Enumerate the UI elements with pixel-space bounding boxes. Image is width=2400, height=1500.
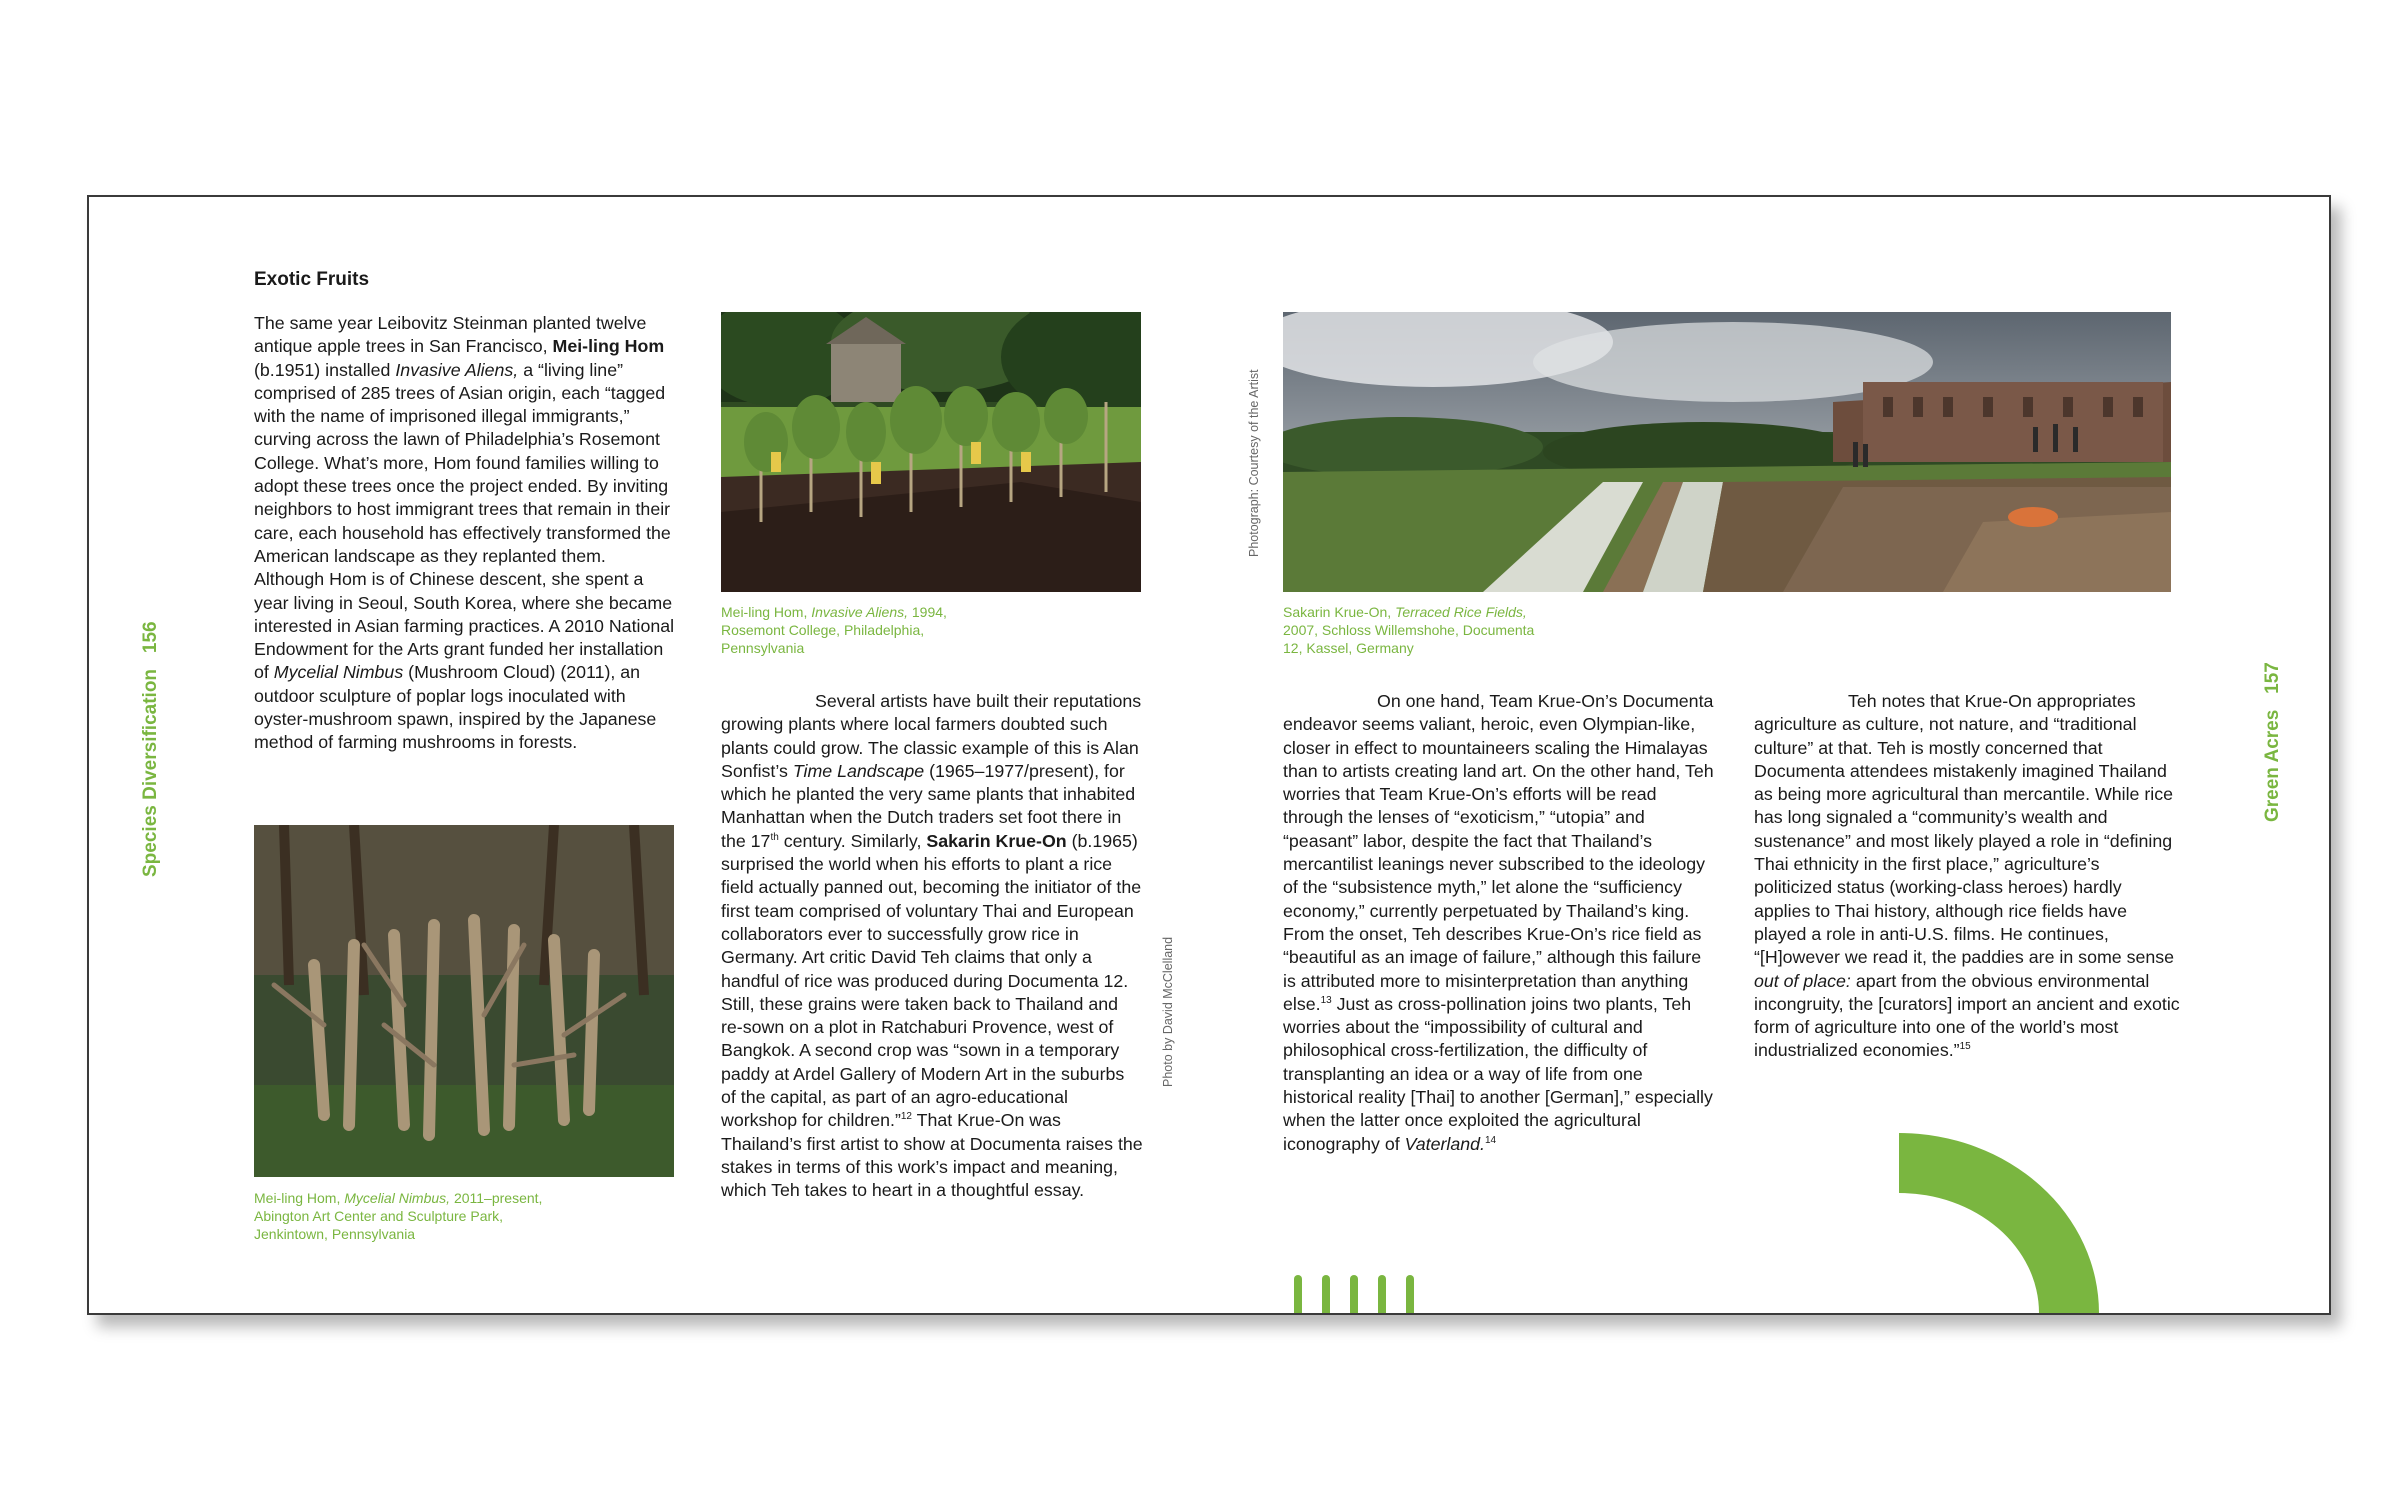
caption-terraced-text: Sakarin Krue-On, Terraced Rice Fields, 2007, Schloss Willemshohe, Documenta 12, Kassel, Germany: [1283, 604, 1535, 656]
section-heading: Exotic Fruits: [254, 269, 370, 290]
col2-paragraph: Several artists have built their reputations growing plants where local farmers doubted such plants could grow. The classic example of this is Alan Sonfist’s Time Landscape (1965–1977/present), for which he planted the very same plants that inhabited Manhattan when the Dutch traders set foot there in the 17th century. Similarly, Sakarin Krue-On (b.1965) surprised the world when his efforts to plant a rice field actually panned out, becoming the initiator of the first team comprised of voluntary Thai and European collaborators ever to successfully grow rice in Germany. Art critic David Teh claims that only a handful of rice was produced during Documenta 12. Still, these grains were taken back to Thailand and re-sown on a plot in Ratchaburi Provence, west of Bangkok. A second crop was “sown in a temporary paddy at Ardel Gallery of Modern Art in the suburbs of the capital, as part of an agro-educational workshop for children.”$^{12}$ That Krue-On was Thailand’s first artist to show at Documenta raises the stakes in terms of this work’s impact and meaning, which Teh takes to heart in a thoughtful essay.: [721, 691, 1143, 1201]
column-2-text: [721, 690, 1143, 1203]
col1-paragraph: The same year Leibovitz Steinman planted twelve antique apple trees in San Francisco, Mei-ling Hom (b.1951) installed Invasive Aliens, a “living line” comprised of 285 trees of Asian origin, each “tagged with the name of imprisoned illegal immigrants,” curving across the lawn of Philadelphia’s Rosemont College. What’s more, Hom found families willing to adopt these trees once the project ended. By inviting neighbors to host immigrant trees that remain in their care, each household has effectively transformed the American landscape as they replanted them. Although Hom is of Chinese descent, she spent a year living in Seoul, South Korea, where she became interested in Asian farming practices. A 2010 National Endowment for the Arts grant funded her installation of Mycelial Nimbus (Mushroom Cloud) (2011), an outdoor sculpture of poplar logs inoculated with oyster-mushroom spawn, inspired by the Japanese method of farming mushrooms in forests.: [254, 313, 675, 753]
col4-paragraph: Teh notes that Krue-On appropriates agriculture as culture, not nature, and “traditional culture” at that. Teh is mostly concerned that Documenta attendees mistakenly imagined Thailand as being more agricultural than mercantile. While rice has long signaled a “community’s wealth and sustenance” and most likely played a role in “defining Thai ethnicity in the first place,” agriculture’s politicized status (working-class heroes) hardly applies to Thai history, although rice fields have played a role in anti-U.S. films. He continues, “[H]owever we read it, the paddies are in some sense out of place: apart from the obvious environmental incongruity, the [curators] import an ancient and exotic form of agriculture into one of the world’s most industrialized economies.”$^{15}$: [1754, 691, 2180, 1061]
caption-mycelial-nimbus: [254, 1189, 564, 1243]
decorative-green-arc: [1899, 1133, 2109, 1313]
column-3-text: [1283, 690, 1715, 1156]
caption-terraced-rice-fields: [1283, 603, 1538, 657]
credit-courtesy-artist: Photograph: Courtesy of the Artist: [1247, 369, 1261, 557]
book-spread: [87, 195, 2331, 1315]
column-4-text: [1754, 690, 2182, 1063]
photo-mycelial-nimbus: [254, 825, 674, 1177]
caption-invasive-aliens: [721, 603, 981, 657]
photo-invasive-aliens: [721, 312, 1141, 592]
column-1-text: [254, 312, 679, 755]
caption-mycelial-text: Mei-ling Hom, Mycelial Nimbus, 2011–present, Abington Art Center and Sculpture Park, Jenkintown, Pennsylvania: [254, 1190, 543, 1242]
col3-paragraph: On one hand, Team Krue-On’s Documenta endeavor seems valiant, heroic, even Olympian-like, closer in effect to mountaineers scaling the Himalayas than to artists creating land art. On the other hand, Teh worries that Team Krue-On’s efforts will be read through the lenses of “exoticism,” “utopia” and “peasant” labor, despite the fact that Thailand’s mercantilist leanings never subscribed to the ideology of the “subsistence myth,” let alone the “sufficiency economy,” currently perpetuated by Thailand’s king. From the onset, Teh describes Krue-On’s rice field as “beautiful as an image of failure,” although this failure is attributed more to misinterpretation than anything else.$^{13}$ Just as cross-pollination joins two plants, Teh worries about the “impossibility of cultural and philosophical cross-fertilization, the difficulty of transplanting an idea or a way of life from one historical reality [Thai] to another [German],” especially when the latter once exploited the agricultural iconography of Vaterland.$^{14}$: [1283, 691, 1714, 1154]
right-running-head: [2262, 662, 2284, 822]
right-page-number: 157: [2262, 662, 2283, 694]
left-page-number: 156: [140, 621, 161, 654]
right-section-title: Green Acres: [2262, 709, 2283, 822]
caption-invasive-text: Mei-ling Hom, Invasive Aliens, 1994, Rosemont College, Philadelphia, Pennsylvania: [721, 604, 947, 656]
left-section-title: Species Diversification: [140, 668, 161, 877]
left-running-head: [140, 617, 162, 877]
decorative-green-ticks: [1294, 1275, 1434, 1313]
credit-david-mcclelland: Photo by David McClelland: [1161, 936, 1175, 1087]
photo-terraced-rice-fields: [1283, 312, 2171, 592]
